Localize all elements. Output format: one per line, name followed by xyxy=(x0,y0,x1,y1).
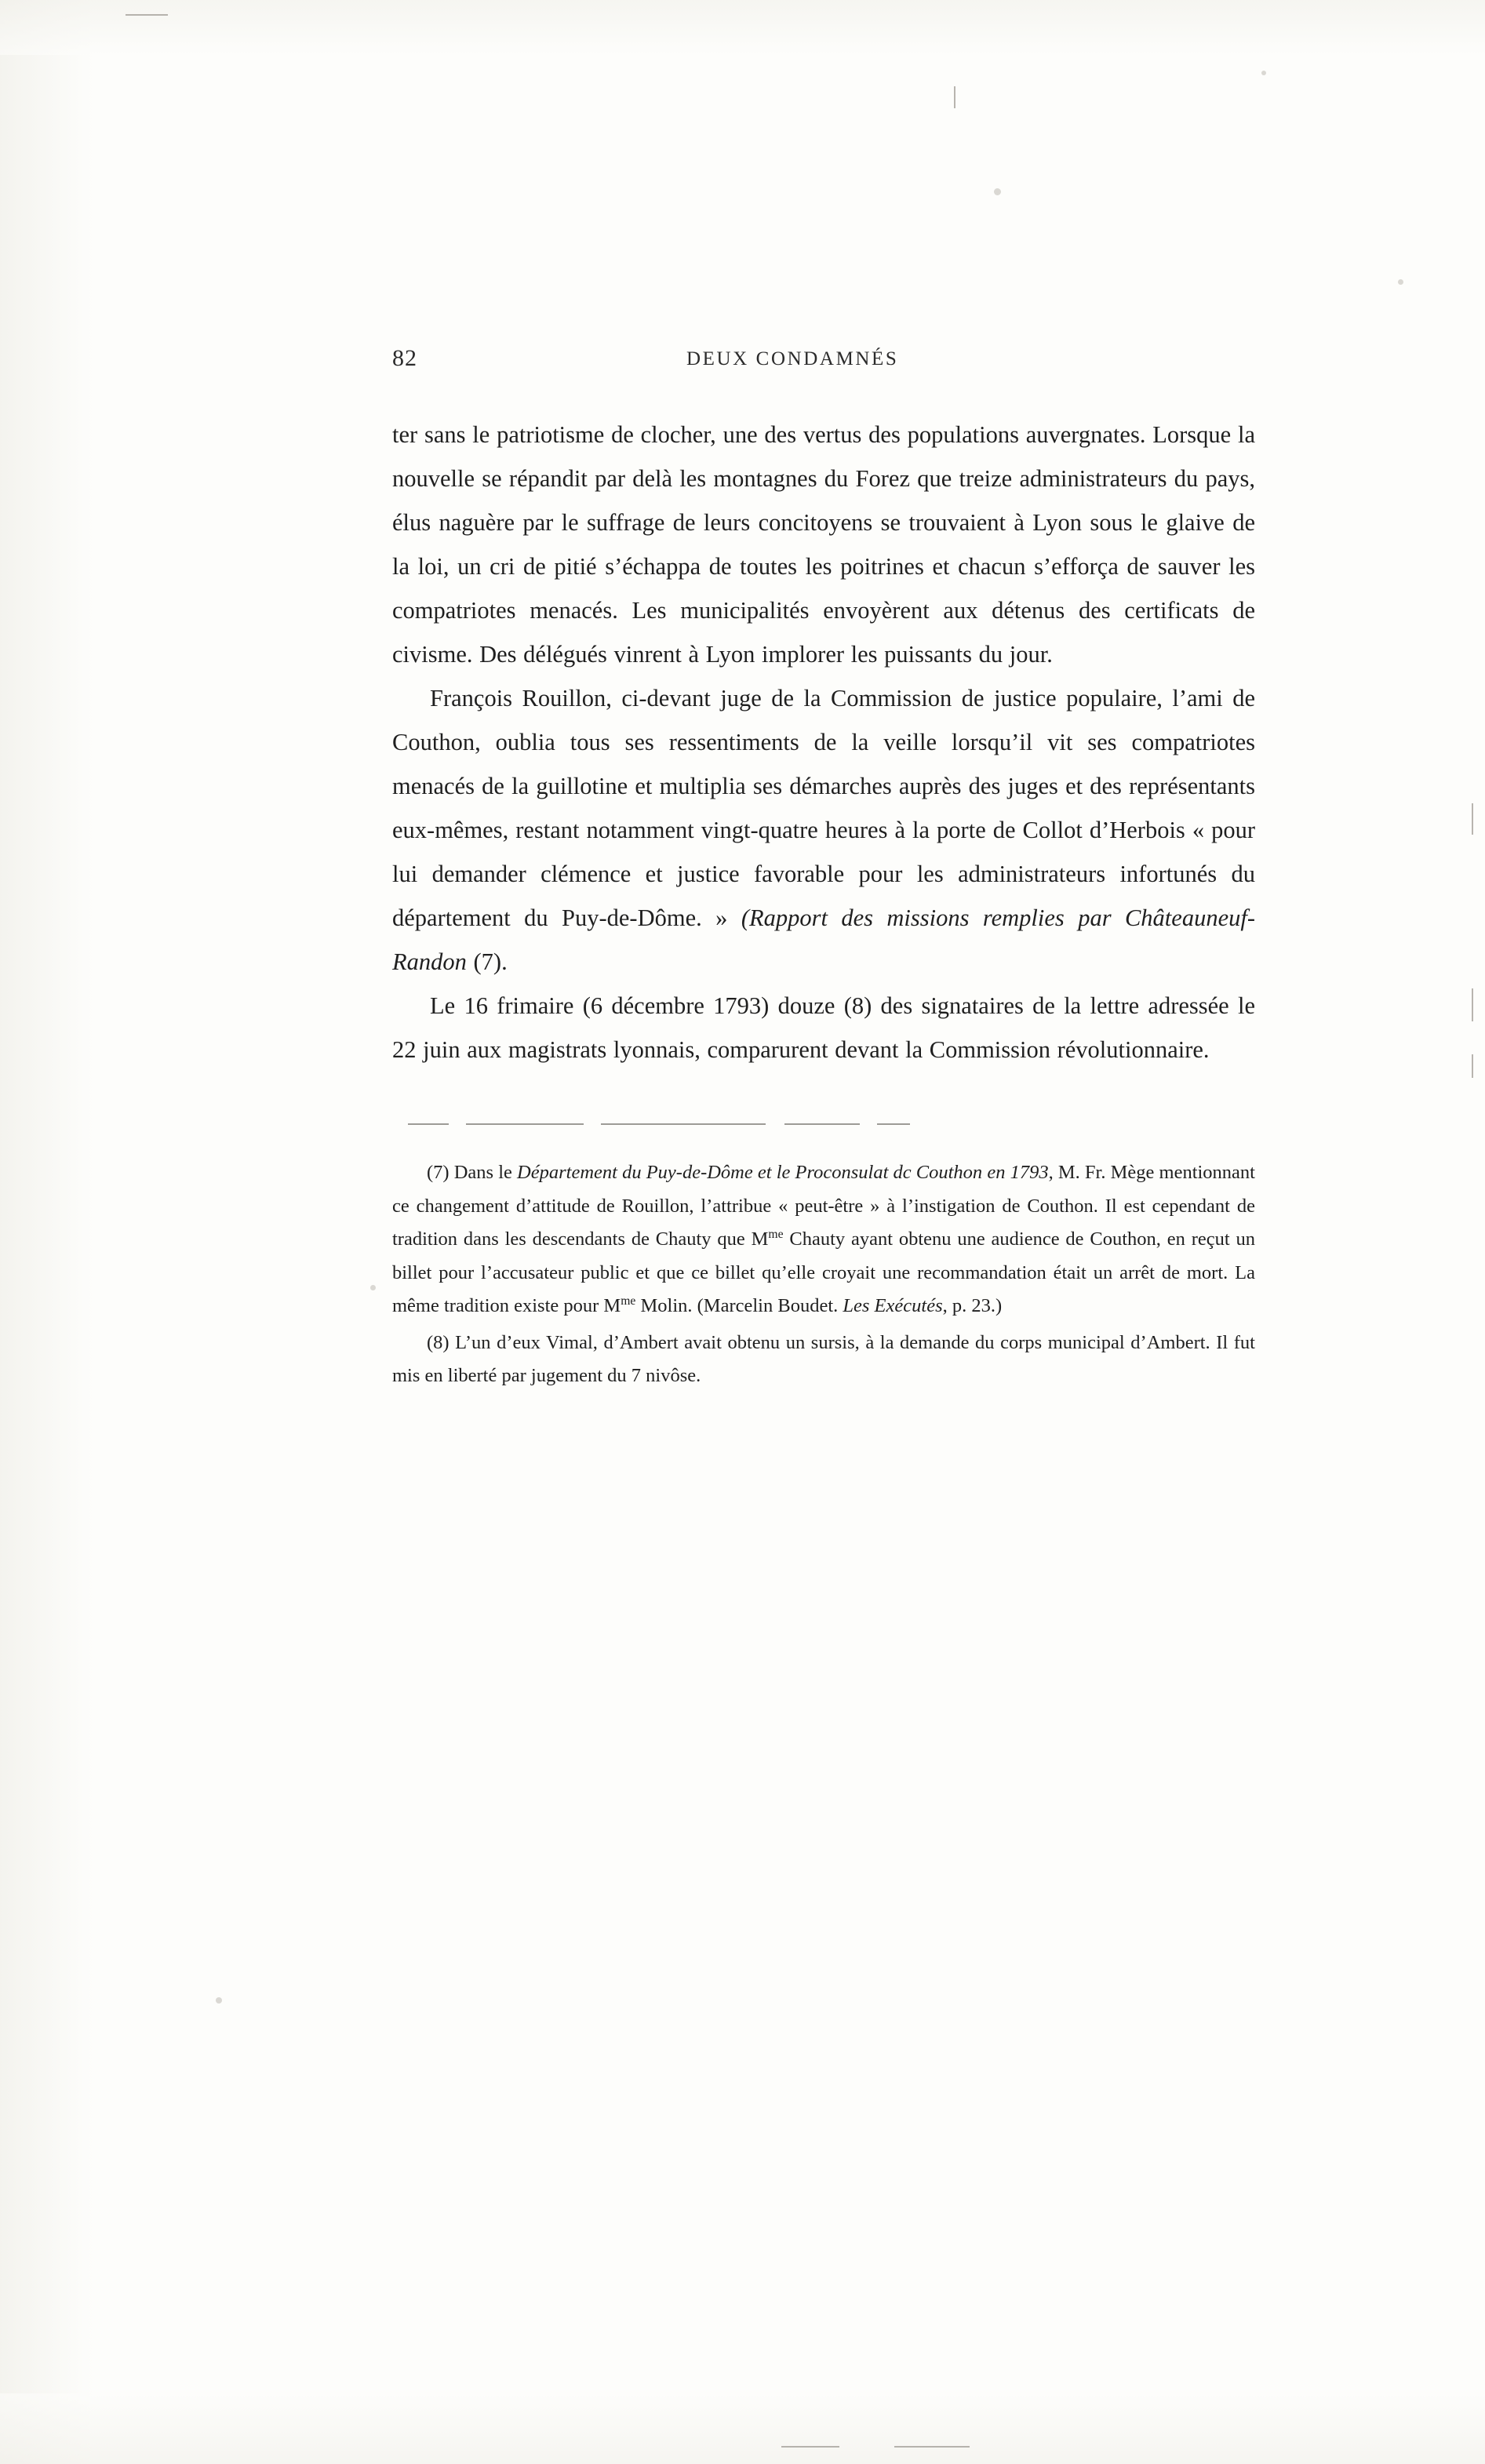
footnote-text-b: Chauty ayant obtenu une audience de Couthon, en reçut un billet pour l’accusateur public et que ce billet qu’elle croyait une recommandation était un arrêt de mort. La même tradition existe pour M xyxy=(392,1228,1255,1316)
scan-tick xyxy=(954,86,955,108)
folio-number: 82 xyxy=(392,345,417,371)
paragraph-text: François Rouillon, ci-devant juge de la Commission de justice populaire, l’ami de Couthon, oublia tous ses ressentiments de la veille lorsqu’il vit ses compatriotes menacés de la guillotine et multiplia ses démarches auprès des juges et des représentants eux-mêmes, restant notamment vingt-quatre heures à la porte de Collot d’Herbois « pour lui demander clémence et justice favorable pour les administrateurs infortunés du département du Puy-de-Dôme. » xyxy=(392,685,1255,931)
body-paragraph: ter sans le patriotisme de clocher, une des vertus des populations auvergnates. Lorsque la nouvelle se répandit par delà les montagnes du Forez que treize administrateurs du pays, élus naguère par le suffrage de leurs concitoyens se trouvaient à Lyon sous le glaive de la loi, un cri de pitié s’échappa de toutes les poitrines et chacun s’efforça de sauver les compatriotes menacés. Les municipalités envoyèrent aux détenus des certificats de civisme. Des délégués vinrent à Lyon implorer les puissants du jour. xyxy=(392,421,1255,668)
scan-tick xyxy=(1472,988,1473,1021)
footnotes xyxy=(392,1156,1255,1393)
citation-note-ref: (7). xyxy=(466,948,508,975)
superscript-abbrev: me xyxy=(621,1294,636,1308)
footnote-8 xyxy=(392,1327,1255,1393)
page-header xyxy=(392,345,1255,392)
footnote-text-c: Molin. (Marcelin Boudet. xyxy=(635,1295,843,1316)
footnote-marker: (8) xyxy=(427,1331,450,1353)
footnote-text: L’un d’eux Vimal, d’Ambert avait obtenu un sursis, à la demande du corps municipal d’Ambert. Il fut mis en liberté par jugement du 7 nivôse. xyxy=(392,1331,1255,1386)
page-edge-shading-top xyxy=(0,0,1485,55)
footnote-work-title: Département du Puy-de-Dôme et le Proconsulat dc Couthon en 1793 xyxy=(517,1162,1049,1183)
footnote-separator-rule xyxy=(408,1116,910,1133)
footnote-7 xyxy=(392,1156,1255,1323)
footnote-cited-work: Les Exécutés xyxy=(843,1295,943,1316)
page-edge-shading-bottom xyxy=(0,2393,1485,2464)
scan-speck xyxy=(216,1997,222,2004)
scan-tick xyxy=(1472,1054,1473,1078)
footnote-marker: (7) xyxy=(427,1162,450,1183)
footnote-text-a: , M. Fr. Mège mentionnant ce changement d’attitude de Rouillon, l’attribue « peut-être » à l’instigation de Couthon. Il est cependant de tradition dans les descendants de Chauty que M xyxy=(392,1162,1255,1250)
running-head: DEUX CONDAMNÉS xyxy=(686,348,899,369)
scan-speck xyxy=(1398,279,1403,285)
scan-tick xyxy=(781,2446,839,2448)
footnote-text-d: , p. 23.) xyxy=(942,1295,1003,1316)
citation-title: (Rapport des missions remplies par Châteauneuf-Randon xyxy=(392,904,1255,975)
superscript-abbrev: me xyxy=(768,1227,784,1241)
page-content xyxy=(392,345,1255,1393)
scan-tick xyxy=(894,2446,970,2448)
scan-speck xyxy=(370,1285,376,1290)
page-edge-shading-left xyxy=(0,0,94,2464)
scan-speck xyxy=(994,188,1001,195)
scan-tick xyxy=(1472,803,1473,835)
footnote-lead: Dans le xyxy=(449,1162,518,1183)
body-paragraph xyxy=(392,676,1255,984)
scan-speck xyxy=(1261,71,1266,75)
scan-tick xyxy=(126,14,168,16)
body-paragraph: Le 16 frimaire (6 décembre 1793) douze (8) des signataires de la lettre adressée le 22 juin aux magistrats lyonnais, comparurent devant la Commission révolutionnaire. xyxy=(392,992,1255,1063)
